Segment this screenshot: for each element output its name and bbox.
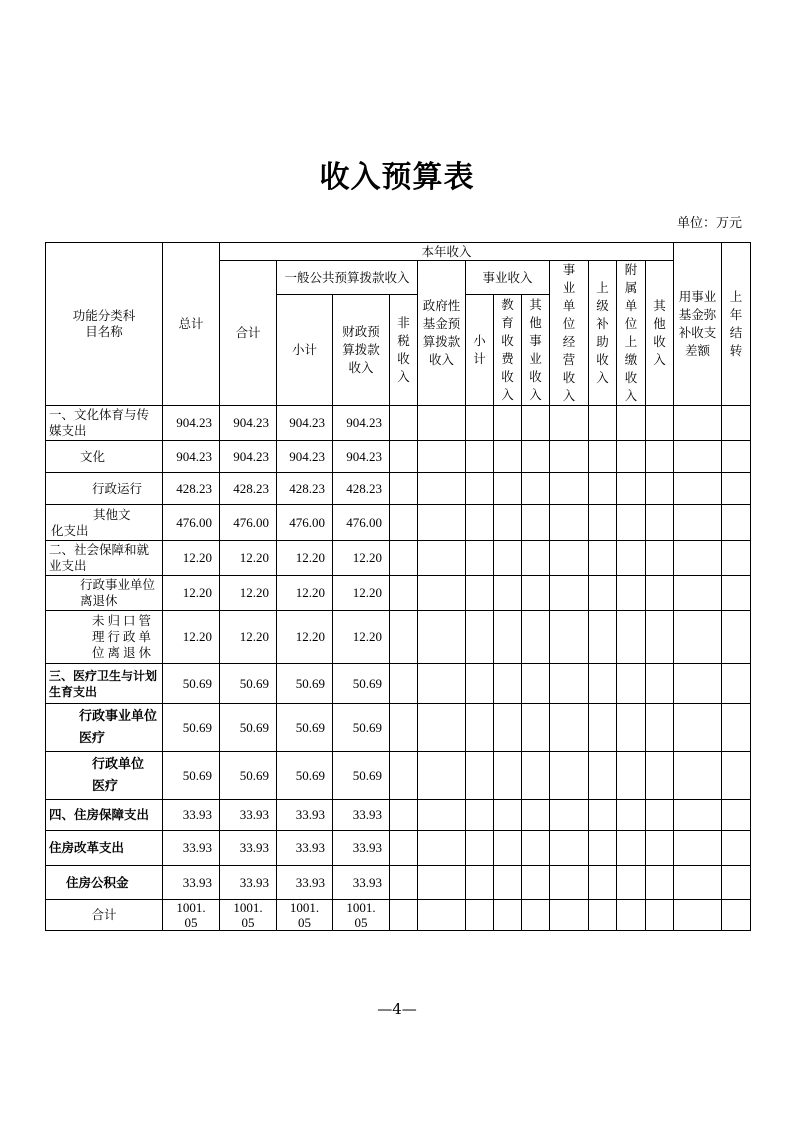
row-name: 一、文化体育与传媒支出 bbox=[46, 406, 163, 441]
header-func-name: 功能分类科目名称 bbox=[46, 243, 163, 406]
table-row bbox=[46, 576, 751, 611]
cell-small-total: 476.00 bbox=[277, 505, 333, 541]
cell-fiscal: 428.23 bbox=[333, 473, 390, 505]
cell-subtotal: 50.69 bbox=[220, 664, 277, 704]
cell-small-total: 33.93 bbox=[277, 800, 333, 831]
table-row bbox=[46, 752, 751, 800]
cell-subtotal: 904.23 bbox=[220, 441, 277, 473]
cell-small-total: 1001.05 bbox=[277, 900, 333, 931]
cell-total: 428.23 bbox=[163, 473, 220, 505]
cell-subtotal: 12.20 bbox=[220, 576, 277, 611]
page-number: —4— bbox=[377, 1000, 417, 1018]
row-name: 行政事业单位医疗 bbox=[46, 704, 163, 752]
header-business-income: 事业收入 bbox=[466, 261, 550, 295]
row-name: 住房公积金 bbox=[46, 866, 163, 900]
header-biz-small-total: 小计 bbox=[466, 295, 494, 406]
cell-small-total: 12.20 bbox=[277, 611, 333, 664]
cell-subtotal: 12.20 bbox=[220, 541, 277, 576]
cell-total: 12.20 bbox=[163, 611, 220, 664]
cell-total: 50.69 bbox=[163, 704, 220, 752]
row-name: 三、医疗卫生与计划生育支出 bbox=[46, 664, 163, 704]
table-row bbox=[46, 473, 751, 505]
cell-total: 12.20 bbox=[163, 576, 220, 611]
cell-total: 33.93 bbox=[163, 800, 220, 831]
cell-fiscal: 33.93 bbox=[333, 866, 390, 900]
table-row bbox=[46, 611, 751, 664]
header-other-income: 其他收入 bbox=[646, 261, 674, 406]
cell-subtotal: 1001.05 bbox=[220, 900, 277, 931]
header-this-year: 本年收入 bbox=[220, 243, 674, 261]
cell-subtotal: 33.93 bbox=[220, 866, 277, 900]
header-affiliated-payment: 附属单位上缴收入 bbox=[617, 261, 646, 406]
row-name: 行政单位医疗 bbox=[46, 752, 163, 800]
cell-fiscal: 50.69 bbox=[333, 664, 390, 704]
cell-small-total: 904.23 bbox=[277, 441, 333, 473]
cell-fiscal: 476.00 bbox=[333, 505, 390, 541]
header-small-total: 小计 bbox=[277, 295, 333, 406]
header-non-tax: 非税收入 bbox=[390, 295, 418, 406]
table-row bbox=[46, 800, 751, 831]
cell-subtotal: 50.69 bbox=[220, 704, 277, 752]
cell-fiscal: 33.93 bbox=[333, 800, 390, 831]
cell-subtotal: 33.93 bbox=[220, 800, 277, 831]
cell-fiscal: 50.69 bbox=[333, 704, 390, 752]
cell-fiscal: 12.20 bbox=[333, 541, 390, 576]
cell-subtotal: 904.23 bbox=[220, 406, 277, 441]
row-name: 未归口管理行政单位离退休 bbox=[46, 611, 163, 664]
header-subtotal: 合计 bbox=[220, 261, 277, 406]
row-name: 住房改革支出 bbox=[46, 831, 163, 866]
cell-total: 33.93 bbox=[163, 831, 220, 866]
cell-small-total: 50.69 bbox=[277, 752, 333, 800]
row-name: 文化 bbox=[46, 441, 163, 473]
cell-total: 33.93 bbox=[163, 866, 220, 900]
cell-subtotal: 476.00 bbox=[220, 505, 277, 541]
cell-subtotal: 50.69 bbox=[220, 752, 277, 800]
cell-total: 476.00 bbox=[163, 505, 220, 541]
table-row bbox=[46, 866, 751, 900]
cell-fiscal: 904.23 bbox=[333, 406, 390, 441]
header-last-year: 上年结转 bbox=[722, 243, 751, 406]
table-row bbox=[46, 704, 751, 752]
table-row bbox=[46, 664, 751, 704]
income-budget-table bbox=[45, 242, 751, 931]
header-unit-operating: 事业单位经营收入 bbox=[550, 261, 589, 406]
header-total: 总计 bbox=[163, 243, 220, 406]
cell-subtotal: 12.20 bbox=[220, 611, 277, 664]
cell-small-total: 428.23 bbox=[277, 473, 333, 505]
row-name: 二、社会保障和就业支出 bbox=[46, 541, 163, 576]
page-title: 收入预算表 bbox=[319, 160, 475, 195]
cell-small-total: 12.20 bbox=[277, 541, 333, 576]
cell-fiscal: 12.20 bbox=[333, 576, 390, 611]
total-row bbox=[46, 900, 751, 931]
cell-total: 904.23 bbox=[163, 406, 220, 441]
cell-fiscal: 33.93 bbox=[333, 831, 390, 866]
cell-small-total: 50.69 bbox=[277, 704, 333, 752]
table-row bbox=[46, 505, 751, 541]
cell-fiscal: 1001.05 bbox=[333, 900, 390, 931]
cell-fiscal: 12.20 bbox=[333, 611, 390, 664]
cell-total: 12.20 bbox=[163, 541, 220, 576]
cell-subtotal: 33.93 bbox=[220, 831, 277, 866]
cell-total: 50.69 bbox=[163, 664, 220, 704]
cell-total: 904.23 bbox=[163, 441, 220, 473]
row-name: 其他文化支出 bbox=[46, 505, 163, 541]
row-name: 四、住房保障支出 bbox=[46, 800, 163, 831]
header-fiscal-budget: 财政预算拨款收入 bbox=[333, 295, 390, 406]
cell-small-total: 33.93 bbox=[277, 831, 333, 866]
cell-small-total: 12.20 bbox=[277, 576, 333, 611]
unit-label: 单位：万元 bbox=[676, 216, 742, 231]
header-superior-subsidy: 上级补助收入 bbox=[589, 261, 617, 406]
header-general-budget: 一般公共预算拨款收入 bbox=[277, 261, 418, 295]
row-name: 行政事业单位离退休 bbox=[46, 576, 163, 611]
header-other-biz: 其他事业收入 bbox=[522, 295, 550, 406]
header-gov-fund: 政府性基金预算拨款收入 bbox=[418, 261, 466, 406]
header-edu-fee: 教育收费收入 bbox=[494, 295, 522, 406]
cell-small-total: 50.69 bbox=[277, 664, 333, 704]
table-row bbox=[46, 541, 751, 576]
row-name: 合计 bbox=[46, 900, 163, 931]
table-row bbox=[46, 441, 751, 473]
cell-small-total: 33.93 bbox=[277, 866, 333, 900]
table-row bbox=[46, 831, 751, 866]
cell-total: 1001.05 bbox=[163, 900, 220, 931]
cell-fiscal: 50.69 bbox=[333, 752, 390, 800]
cell-small-total: 904.23 bbox=[277, 406, 333, 441]
cell-fiscal: 904.23 bbox=[333, 441, 390, 473]
row-name: 行政运行 bbox=[46, 473, 163, 505]
header-fund-balance: 用事业基金弥补收支差额 bbox=[674, 243, 722, 406]
cell-total: 50.69 bbox=[163, 752, 220, 800]
table-row bbox=[46, 406, 751, 441]
cell-subtotal: 428.23 bbox=[220, 473, 277, 505]
